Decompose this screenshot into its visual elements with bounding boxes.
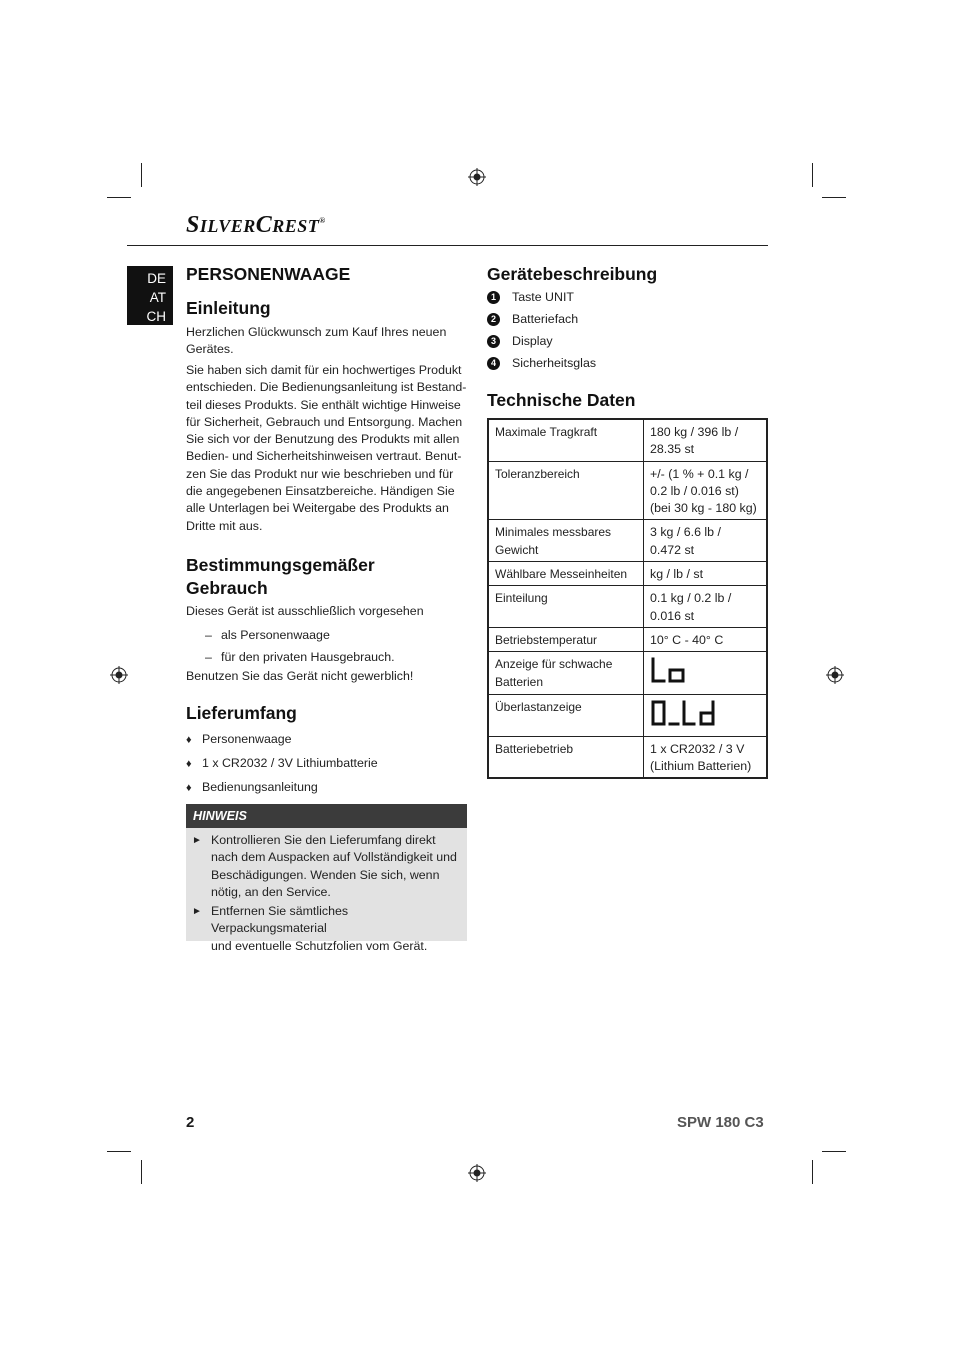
- table-cell-label: Betriebstemperatur: [488, 627, 644, 651]
- heading-einleitung: Einleitung: [186, 298, 271, 318]
- page-title: PERSONENWAAGE: [186, 264, 351, 284]
- brand-logo: SILVERCREST®: [186, 212, 326, 238]
- einleitung-paragraph-1: Herzlichen Glückwunsch zum Kauf Ihres neuen Gerätes.: [186, 325, 447, 357]
- crop-mark: [141, 1160, 142, 1184]
- model-number: SPW 180 C3: [677, 1114, 764, 1131]
- crop-mark: [812, 163, 813, 187]
- parts-list: [487, 286, 596, 374]
- table-cell-value: kg / lb / st: [644, 562, 768, 586]
- table-cell-label: Wählbare Messeinheiten: [488, 562, 644, 586]
- registration-mark-icon: [110, 666, 128, 684]
- language-tab: DE AT CH: [127, 266, 173, 325]
- crop-mark: [822, 1151, 846, 1152]
- number-badge: 3: [487, 335, 500, 348]
- hinweis-item: ► Kontrollieren Sie den Lieferumfang direkt nach dem Auspacken auf Vollständigkeit und Beschädigungen. Wenden Sie sich, wenn nötig, an den Service.: [192, 833, 457, 899]
- table-cell-label: Einteilung: [488, 586, 644, 628]
- heading-lieferumfang: Lieferumfang: [186, 703, 297, 723]
- bestimmung-outro: Benutzen Sie das Gerät nicht gewerblich!: [186, 669, 414, 683]
- table-row: [488, 419, 767, 461]
- list-item: 4 Sicherheitsglas: [487, 352, 596, 374]
- list-item: – für den privaten Hausgebrauch.: [205, 650, 395, 664]
- crop-mark: [107, 197, 131, 198]
- table-cell-label: Toleranzbereich: [488, 461, 644, 520]
- table-cell-value: 0.1 kg / 0.2 lb / 0.016 st: [644, 586, 768, 628]
- table-cell-value: 180 kg / 396 lb / 28.35 st: [644, 419, 768, 461]
- table-row: [488, 652, 767, 694]
- list-item: – als Personenwaage: [205, 628, 330, 642]
- table-cell-label: Maximale Tragkraft: [488, 419, 644, 461]
- lcd-lo-display-icon: [650, 656, 690, 686]
- einleitung-paragraph-2: Sie haben sich damit für ein hochwertiges Produkt entschieden. Die Bedienungsanleitung ist Bestand- teil dieses Produkts. Sie enthält wichtige Hinweise für Sicherheit, Gebrauch und Entsorgung. Machen Sie sich vor der Benutzung des Produkts mit allen Bedien- und Sicherheitshinweisen vertraut. Benut- zen Sie das Produkt nur wie beschrieben und für die angegebenen Einsatzbereiche. Händigen Sie alle Unterlagen bei Weitergabe des Produkts an Dritte mit aus.: [186, 363, 467, 533]
- table-row: [488, 586, 767, 628]
- number-badge: 4: [487, 357, 500, 370]
- registration-mark-icon: [826, 666, 844, 684]
- list-item: 1 Taste UNIT: [487, 286, 596, 308]
- heading-technische-daten: Technische Daten: [487, 390, 636, 410]
- number-badge: 1: [487, 291, 500, 304]
- list-item: 2 Batteriefach: [487, 308, 596, 330]
- registration-mark-icon: [468, 168, 486, 186]
- crop-mark: [141, 163, 142, 187]
- header-rule: [127, 245, 768, 246]
- crop-mark: [812, 1160, 813, 1184]
- page-number: 2: [186, 1114, 195, 1131]
- table-cell-value: +/- (1 % + 0.1 kg / 0.2 lb / 0.016 st) (bei 30 kg - 180 kg): [644, 461, 768, 520]
- list-item: 3 Display: [487, 330, 596, 352]
- crop-mark: [822, 197, 846, 198]
- table-cell-value: [644, 652, 768, 694]
- arrow-bullet-icon: ►: [192, 835, 202, 846]
- hinweis-item: ► Entfernen Sie sämtliches Verpackungsmaterial und eventuelle Schutzfolien vom Gerät.: [192, 904, 428, 953]
- list-item: ♦ Bedienungsanleitung: [186, 780, 318, 794]
- table-cell-value: 1 x CR2032 / 3 V (Lithium Batterien): [644, 736, 768, 778]
- arrow-bullet-icon: ►: [192, 906, 202, 918]
- table-cell-label: Batteriebetrieb: [488, 736, 644, 778]
- hinweis-box: [186, 828, 467, 953]
- table-cell-value: 10° C - 40° C: [644, 627, 768, 651]
- table-row: [488, 627, 767, 651]
- heading-geraetebeschreibung: Gerätebeschreibung: [487, 264, 658, 284]
- heading-bestimmung: Bestimmungsgemäßer Gebrauch: [186, 555, 375, 598]
- table-cell-label: Anzeige für schwache Batterien: [488, 652, 644, 694]
- table-row: [488, 562, 767, 586]
- lcd-overload-display-icon: [650, 699, 720, 729]
- table-row: [488, 736, 767, 778]
- list-item: ♦ Personenwaage: [186, 732, 292, 746]
- table-row: [488, 694, 767, 736]
- diamond-bullet-icon: ♦: [186, 782, 192, 794]
- bestimmung-intro: Dieses Gerät ist ausschließlich vorgesehen: [186, 604, 424, 618]
- list-item: ♦ 1 x CR2032 / 3V Lithiumbatterie: [186, 756, 378, 770]
- number-badge: 2: [487, 313, 500, 326]
- hinweis-title: HINWEIS: [186, 804, 467, 828]
- table-row: [488, 461, 767, 520]
- tech-data-table: [487, 418, 768, 779]
- registration-mark-icon: [468, 1164, 486, 1182]
- table-row: [488, 520, 767, 562]
- crop-mark: [107, 1151, 131, 1152]
- table-cell-label: Minimales messbares Gewicht: [488, 520, 644, 562]
- table-cell-value: [644, 694, 768, 736]
- table-cell-label: Überlastanzeige: [488, 694, 644, 736]
- diamond-bullet-icon: ♦: [186, 758, 192, 770]
- table-cell-value: 3 kg / 6.6 lb / 0.472 st: [644, 520, 768, 562]
- diamond-bullet-icon: ♦: [186, 734, 192, 746]
